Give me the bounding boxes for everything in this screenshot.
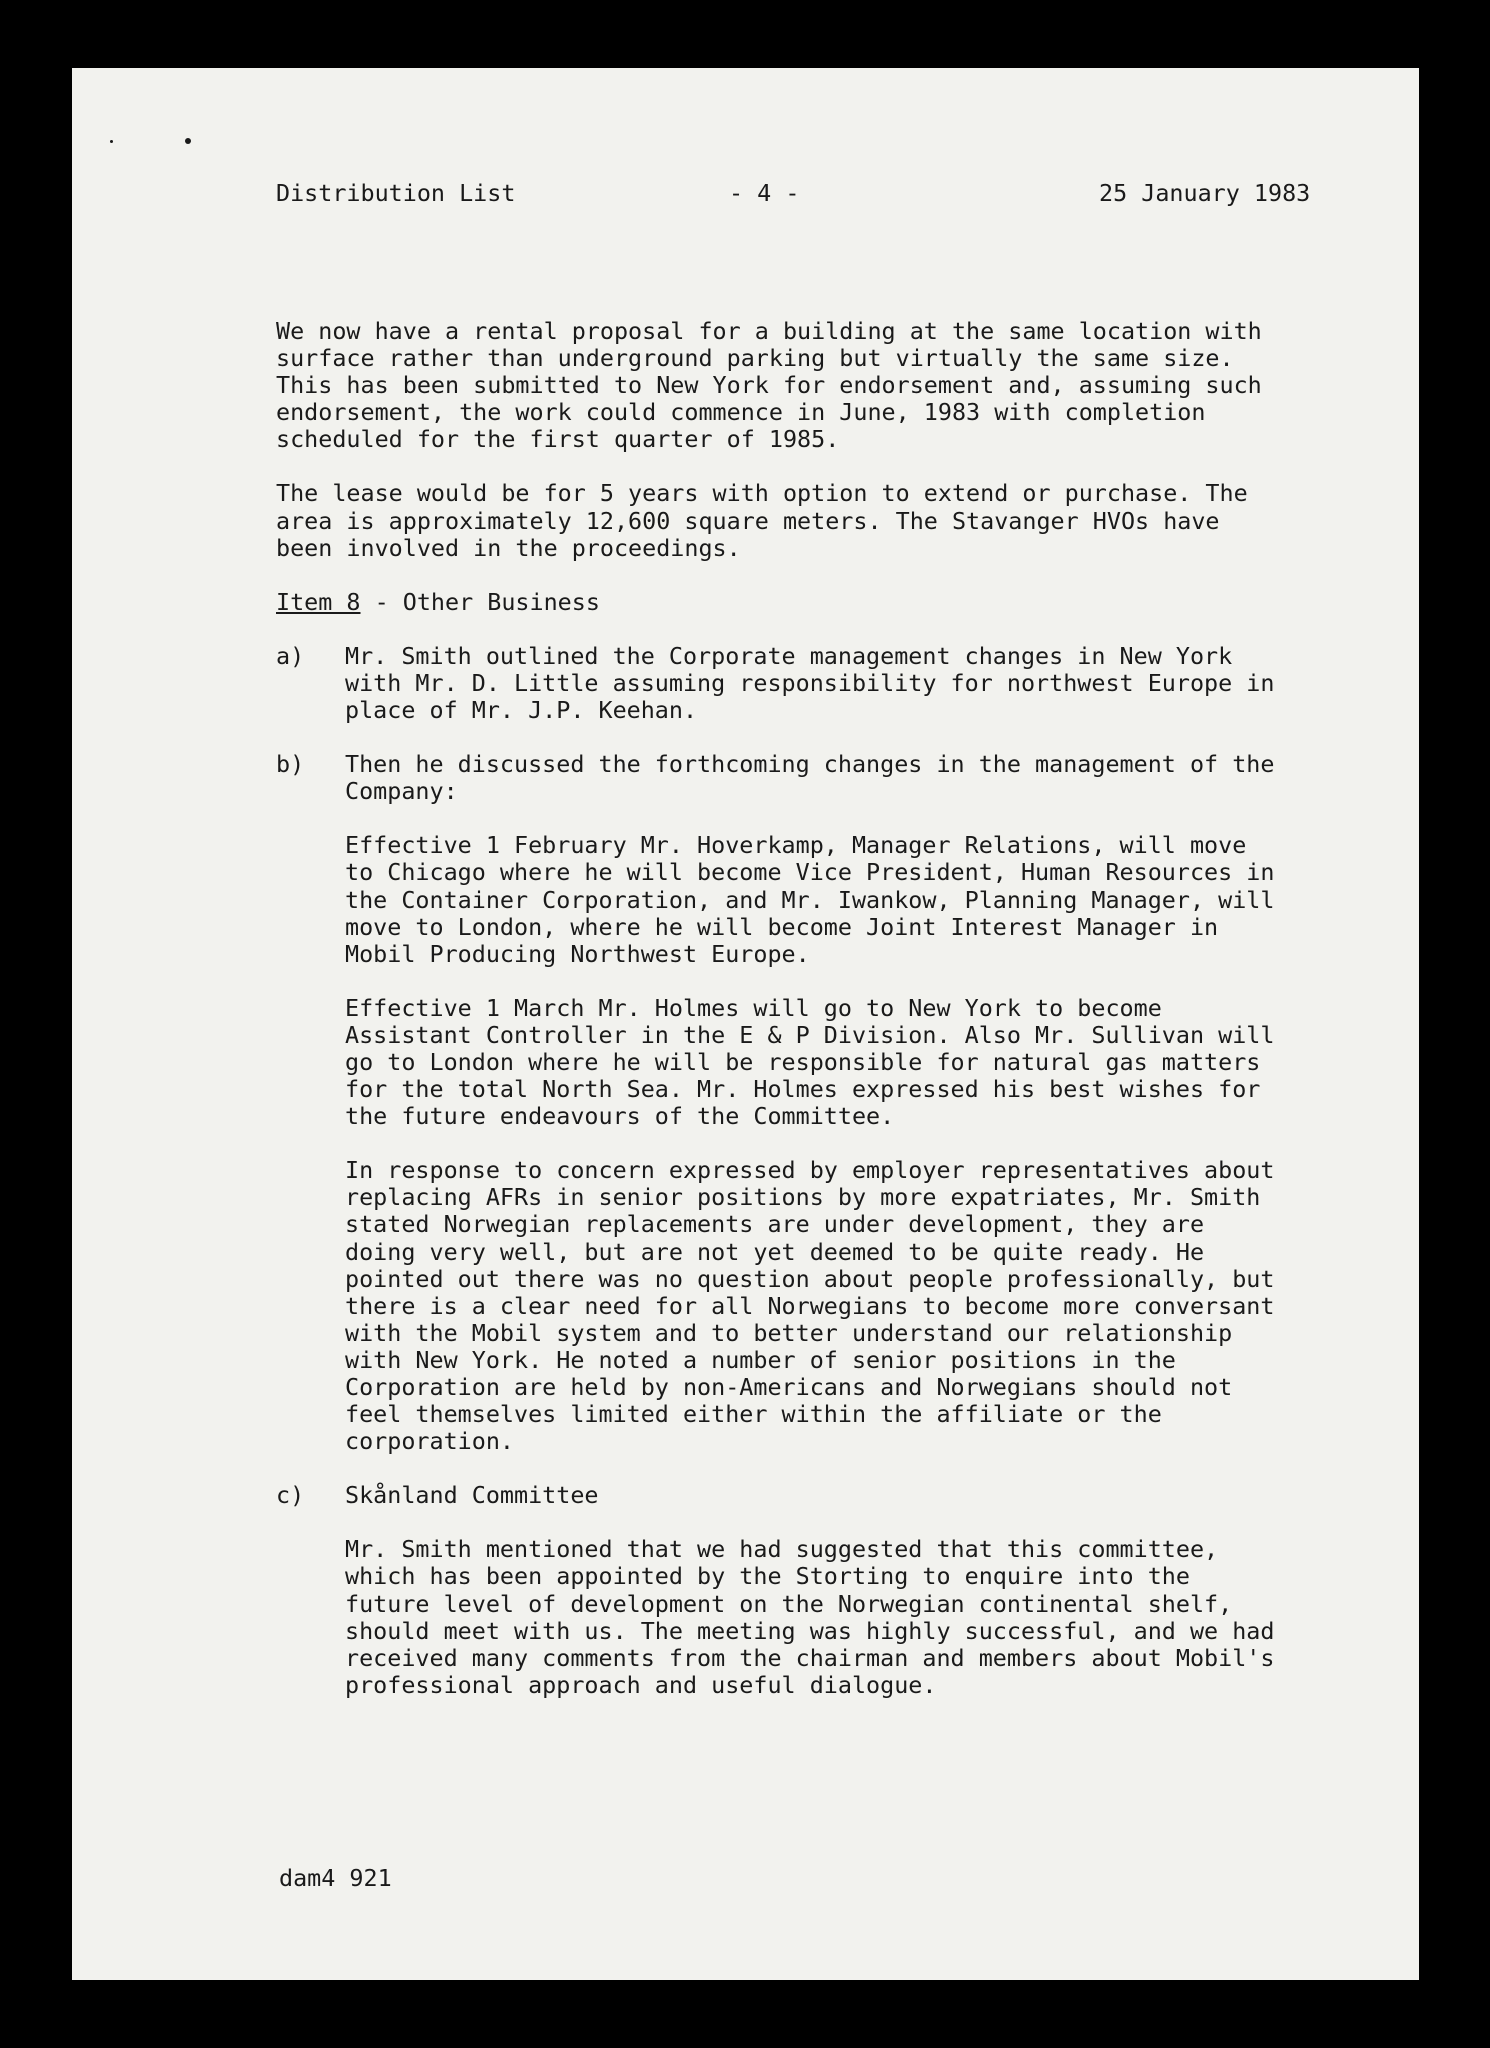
document-page xyxy=(72,68,1419,1980)
page-number: - 4 - xyxy=(729,179,800,207)
list-marker-a: a) xyxy=(276,641,305,670)
list-text-a: Mr. Smith outlined the Corporate management changes in New York with Mr. D. Little assuming responsibility for northwest Europe in place of Mr. J.P. Keehan. xyxy=(345,641,1275,725)
lease-paragraph: The lease would be for 5 years with option to extend or purchase. The area is approximately 12,600 square meters. The Stavanger HVOs have been involved in the proceedings. xyxy=(276,479,1248,562)
item-8-subtitle: - Other Business xyxy=(360,587,600,616)
rental-proposal-paragraph: We now have a rental proposal for a building at the same location with surface rather than underground parking but virtually the same size. This has been submitted to New York for endorsement and, assuming such endorsement, the work could commence in June, 1983 with completion scheduled for the first quarter of 1985. xyxy=(276,317,1262,454)
list-text-c: Skånland Committee xyxy=(345,1481,599,1510)
header-title: Distribution List xyxy=(276,179,516,207)
item-b-paragraph-1: Effective 1 February Mr. Hoverkamp, Manager Relations, will move to Chicago where he will become Vice President, Human Resources in the Container Corporation, and Mr. Iwankow, Planning Manager, will move to London, where he will become Joint Interest Manager in Mobil Producing Northwest Europe. xyxy=(345,831,1275,968)
item-c-paragraph-1: Mr. Smith mentioned that we had suggested that this committee, which has been appointed by the Storting to enquire into the future level of development on the Norwegian continental shelf, should meet with us. The meeting was highly successful, and we had received many comments from the chairman and members about Mobil's professional approach and useful dialogue. xyxy=(345,1535,1275,1699)
ink-speck xyxy=(185,138,191,144)
item-8-title: Item 8 xyxy=(276,587,361,616)
item-b-paragraph-2: Effective 1 March Mr. Holmes will go to New York to become Assistant Controller in the E & P Division. Also Mr. Sullivan will go to London where he will be responsible for natural gas matters for the total North Sea. Mr. Holmes expressed his best wishes for the future endeavours of the Committee. xyxy=(345,993,1275,1131)
list-item-a xyxy=(276,643,1376,724)
ink-speck xyxy=(110,140,113,143)
list-marker-c: c) xyxy=(276,1481,305,1510)
page-header xyxy=(276,180,1376,210)
document-reference: dam4 921 xyxy=(279,1864,392,1892)
item-8-heading xyxy=(276,589,1376,616)
list-item-b xyxy=(276,751,1376,805)
document-body xyxy=(276,318,1376,1726)
list-marker-b: b) xyxy=(276,750,305,779)
list-item-c xyxy=(276,1482,1376,1509)
header-date: 25 January 1983 xyxy=(1099,179,1311,207)
item-b-paragraph-3: In response to concern expressed by employer representatives about replacing AFRs in senior positions by more expatriates, Mr. Smith stated Norwegian replacements are under development, they are doing very well, but are not yet deemed to be quite ready. He pointed out there was no question about people professionally, but there is a clear need for all Norwegians to become more conversant with the Mobil system and to better understand our relationship with New York. He noted a number of senior positions in the Corporation are held by non-Americans and Norwegians should not feel themselves limited either within the affiliate or the corporation. xyxy=(345,1156,1275,1456)
list-text-b: Then he discussed the forthcoming changes in the management of the Company: xyxy=(345,750,1275,806)
